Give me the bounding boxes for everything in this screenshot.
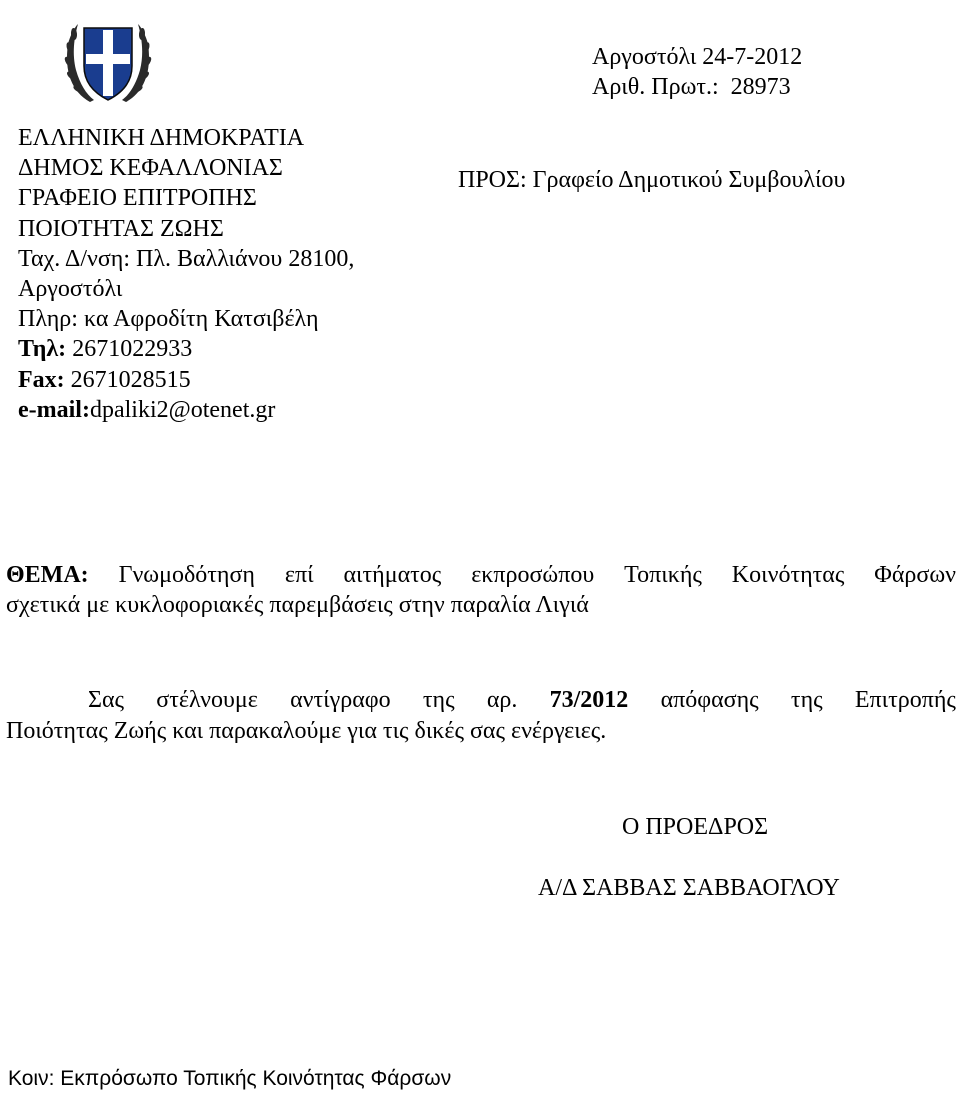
fax-label: Fax:: [18, 366, 65, 393]
subject-word: αιτήματος: [343, 562, 442, 588]
sender-municipality: ΔΗΜΟΣ ΚΕΦΑΛΛΟΝΙΑΣ: [18, 155, 283, 182]
greek-coat-of-arms-icon: [60, 14, 156, 110]
carbon-copy-line: Κοιν: Εκπρόσωπο Τοπικής Κοινότητας Φάρσων: [8, 1067, 452, 1090]
phone-value: 2671022933: [66, 336, 193, 363]
sender-contact: Πληρ: κα Αφροδίτη Κατσιβέλη: [18, 306, 319, 333]
signature-name: Α/Δ ΣΑΒΒΑΣ ΣΑΒΒΑΟΓΛΟΥ: [538, 875, 840, 901]
signature-title: Ο ΠΡΟΕΔΡΟΣ: [622, 814, 769, 840]
body-word: αντίγραφο: [290, 687, 391, 713]
body-word: της: [790, 687, 823, 713]
sender-email: [18, 395, 354, 425]
subject-word: Φάρσων: [874, 562, 956, 588]
decision-number: 73/2012: [549, 687, 629, 713]
sender-country: ΕΛΛΗΝΙΚΗ ΔΗΜΟΚΡΑΤΙΑ: [18, 125, 305, 151]
body-word: στέλνουμε: [156, 687, 258, 713]
sender-phone: [18, 334, 354, 364]
body-word: Σας: [88, 687, 125, 713]
subject-word: Γνωμοδότηση: [118, 562, 255, 588]
sender-office: ΓΡΑΦΕΙΟ ΕΠΙΤΡΟΠΗΣ: [18, 185, 257, 212]
body-line-1: [88, 685, 956, 716]
body-paragraph: [6, 685, 956, 747]
phone-label: Τηλ:: [18, 336, 67, 363]
protocol-number: Αριθ. Πρωτ.: 28973: [592, 74, 791, 100]
body-word: Επιτροπής: [854, 687, 956, 713]
sender-address: Ταχ. Δ/νση: Πλ. Βαλλιάνου 28100,: [18, 245, 355, 272]
fax-value: 2671028515: [64, 366, 191, 393]
subject-word: επί: [284, 562, 314, 588]
subject-word: εκπροσώπου: [471, 562, 595, 588]
email-label: e-mail:: [18, 396, 90, 423]
body-word: της: [422, 687, 455, 713]
body-line-2: Ποιότητας Ζωής και παρακαλούμε για τις δικές σας ενέργειες.: [6, 718, 607, 744]
subject-block: [6, 560, 956, 620]
subject-label: ΘΕΜΑ:: [6, 562, 89, 588]
subject-line-1: [6, 560, 956, 590]
subject-word: Κοινότητας: [731, 562, 845, 588]
sender-block: [18, 123, 354, 425]
email-value: dpaliki2@otenet.gr: [89, 396, 276, 423]
recipient: ΠΡΟΣ: Γραφείο Δημοτικού Συμβουλίου: [458, 167, 846, 193]
sender-office-continued: ΠΟΙΟΤΗΤΑΣ ΖΩΗΣ: [18, 215, 224, 242]
body-word: αρ.: [486, 687, 518, 713]
place-date: Αργοστόλι 24-7-2012: [592, 44, 803, 70]
sender-city: Αργοστόλι: [18, 276, 123, 303]
date-protocol-block: [592, 42, 802, 102]
subject-line-2: σχετικά με κυκλοφοριακές παρεμβάσεις στην παραλία Λιγιά: [6, 592, 589, 618]
body-word: απόφασης: [660, 687, 759, 713]
subject-word: Τοπικής: [624, 562, 702, 588]
sender-fax: [18, 365, 354, 395]
